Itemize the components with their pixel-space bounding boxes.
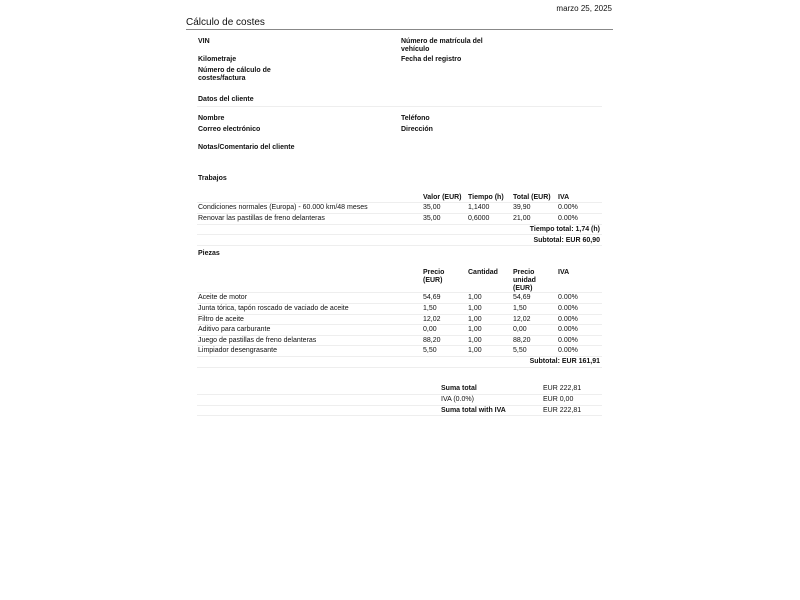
customer-name-label: Nombre xyxy=(198,115,225,122)
parts-row-unit: 88,20 xyxy=(513,337,531,344)
work-subtotal-divider xyxy=(197,245,602,246)
parts-subtotal-divider xyxy=(197,367,602,368)
work-subtotal: Subtotal: EUR 60,90 xyxy=(533,237,600,244)
parts-row-vat: 0.00% xyxy=(558,337,578,344)
customer-address-label: Dirección xyxy=(401,126,433,133)
customer-section-label: Datos del cliente xyxy=(198,96,254,103)
work-row-desc: Renovar las pastillas de freno delanteras xyxy=(198,215,325,222)
parts-header-divider xyxy=(197,292,602,293)
work-header-value: Valor (EUR) xyxy=(423,194,462,201)
work-header-total: Total (EUR) xyxy=(513,194,551,201)
plate-label: Número de matrícula del vehículo xyxy=(401,38,483,53)
parts-header-unit-price: Precio unidad (EUR) xyxy=(513,269,536,292)
parts-row-vat: 0.00% xyxy=(558,305,578,312)
parts-row-unit: 12,02 xyxy=(513,316,531,323)
work-row-value: 35,00 xyxy=(423,215,441,222)
parts-row-unit: 0,00 xyxy=(513,326,527,333)
totals-divider xyxy=(197,405,602,406)
parts-row-desc: Aditivo para carburante xyxy=(198,326,271,333)
parts-header-vat: IVA xyxy=(558,269,570,276)
customer-email-label: Correo electrónico xyxy=(198,126,261,133)
sum-total-vat-value: EUR 222,81 xyxy=(543,407,582,414)
parts-row-qty: 1,00 xyxy=(468,347,482,354)
parts-header-price: Precio (EUR) xyxy=(423,269,445,284)
totals-divider xyxy=(197,415,602,416)
totals-divider xyxy=(197,394,602,395)
parts-row-desc: Limpiador desengrasante xyxy=(198,347,277,354)
work-row-divider xyxy=(197,224,602,225)
parts-row-qty: 1,00 xyxy=(468,326,482,333)
parts-row-divider xyxy=(197,345,602,346)
work-row-vat: 0.00% xyxy=(558,215,578,222)
work-row-total: 39,90 xyxy=(513,204,531,211)
register-date-label: Fecha del registro xyxy=(401,56,462,63)
vat-value: EUR 0,00 xyxy=(543,396,574,403)
work-header-time: Tiempo (h) xyxy=(468,194,504,201)
vat-label: IVA (0.0%) xyxy=(441,396,474,403)
parts-row-vat: 0.00% xyxy=(558,316,578,323)
parts-row-qty: 1,00 xyxy=(468,316,482,323)
parts-subtotal: Subtotal: EUR 161,91 xyxy=(529,358,600,365)
work-row-value: 35,00 xyxy=(423,204,441,211)
sum-total-vat-label: Suma total with IVA xyxy=(441,407,506,414)
parts-row-price: 54,69 xyxy=(423,294,441,301)
parts-row-vat: 0.00% xyxy=(558,347,578,354)
work-row-time: 0,6000 xyxy=(468,215,490,222)
work-total-time: Tiempo total: 1,74 (h) xyxy=(529,226,600,233)
parts-row-unit: 54,69 xyxy=(513,294,531,301)
parts-row-desc: Aceite de motor xyxy=(198,294,248,301)
mileage-label: Kilometraje xyxy=(198,56,237,63)
sum-total-value: EUR 222,81 xyxy=(543,385,582,392)
parts-row-desc: Junta tórica, tapón roscado de vaciado de aceite xyxy=(198,305,349,312)
title-divider xyxy=(186,29,613,30)
parts-row-divider xyxy=(197,356,602,357)
parts-row-divider xyxy=(197,335,602,336)
parts-row-qty: 1,00 xyxy=(468,337,482,344)
parts-section-label: Piezas xyxy=(198,250,220,257)
work-header-divider xyxy=(197,202,602,203)
work-header-vat: IVA xyxy=(558,194,570,201)
parts-row-price: 0,00 xyxy=(423,326,437,333)
parts-row-price: 1,50 xyxy=(423,305,437,312)
parts-row-vat: 0.00% xyxy=(558,326,578,333)
parts-row-price: 12,02 xyxy=(423,316,441,323)
parts-row-unit: 1,50 xyxy=(513,305,527,312)
customer-divider xyxy=(197,106,602,107)
page-title: Cálculo de costes xyxy=(186,17,265,28)
parts-row-unit: 5,50 xyxy=(513,347,527,354)
document-date: marzo 25, 2025 xyxy=(556,4,612,13)
work-total-divider xyxy=(197,234,602,235)
parts-row-price: 5,50 xyxy=(423,347,437,354)
parts-row-desc: Filtro de aceite xyxy=(198,316,244,323)
work-section-label: Trabajos xyxy=(198,175,227,182)
parts-row-vat: 0.00% xyxy=(558,294,578,301)
work-row-total: 21,00 xyxy=(513,215,531,222)
parts-row-divider xyxy=(197,314,602,315)
parts-row-qty: 1,00 xyxy=(468,294,482,301)
work-row-time: 1,1400 xyxy=(468,204,490,211)
calc-number-label: Número de cálculo de costes/factura xyxy=(198,67,271,82)
parts-header-qty: Cantidad xyxy=(468,269,498,276)
customer-notes-label: Notas/Comentario del cliente xyxy=(198,144,295,151)
parts-row-price: 88,20 xyxy=(423,337,441,344)
sum-total-label: Suma total xyxy=(441,385,477,392)
parts-row-divider xyxy=(197,324,602,325)
work-row-vat: 0.00% xyxy=(558,204,578,211)
parts-row-qty: 1,00 xyxy=(468,305,482,312)
parts-row-divider xyxy=(197,303,602,304)
parts-row-desc: Juego de pastillas de freno delanteras xyxy=(198,337,317,344)
customer-phone-label: Teléfono xyxy=(401,115,430,122)
work-row-desc: Condiciones normales (Europa) - 60.000 km/48 meses xyxy=(198,204,368,211)
work-row-divider xyxy=(197,213,602,214)
vin-label: VIN xyxy=(198,38,210,45)
